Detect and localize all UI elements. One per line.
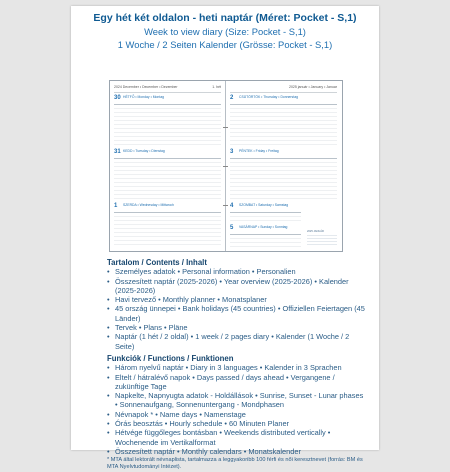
day-label: VASÁRNAP • Sunday • Sonntag: [239, 225, 288, 229]
list-item: • Órás beosztás • Hourly schedule • 60 Minuten Planer: [107, 419, 365, 428]
day-label: PÉNTEK • Friday • Freitag: [239, 149, 279, 153]
product-sheet: [71, 6, 379, 471]
day-label: HÉTFŐ • Monday • Montag: [123, 95, 165, 99]
right-page-header: [230, 85, 337, 93]
list-item: • 45 ország ünnepei • Bank holidays (45 countries) • Offiziellen Feiertagen (45 Länder): [107, 304, 365, 323]
list-item: • Összesített naptár (2025-2026) • Year overview (2025-2026) • Kalender (2025-2026): [107, 277, 365, 296]
day-sunday: [230, 225, 301, 247]
day-label: SZERDA • Wednesday • Mittwoch: [123, 203, 174, 207]
day-wednesday: [114, 203, 221, 247]
day-number: 4: [230, 203, 234, 209]
mini-calendar-grid: [307, 233, 337, 245]
contents-heading: Tartalom / Contents / Inhalt: [107, 258, 207, 267]
writing-lines: [114, 105, 221, 147]
page-title: Egy hét két oldalon - heti naptár (Méret: Pocket - S,1): [93, 12, 357, 24]
functions-list: [107, 363, 365, 456]
functions-heading: Funkciók / Functions / Funktionen: [107, 353, 234, 363]
day-number: 2: [230, 95, 234, 101]
left-page-week: 1. hét: [212, 85, 221, 89]
writing-lines: [230, 235, 301, 247]
list-item: • Napkelte, Napnyugta adatok - Holdállások • Sunrise, Sunset - Lunar phases • Sonnenaufgang, Sonnenuntergang - Mondphasen: [107, 391, 365, 410]
list-item: • Összesített naptár • Monthly calendars • Monatskalender: [107, 447, 365, 456]
day-friday: [230, 149, 337, 201]
subtitle-sizes: 1 Woche / 2 Seiten Kalender (Grösse: Pocket - S,1): [117, 39, 333, 50]
mini-calendar: [307, 230, 337, 245]
day-label: KEDD • Tuesday • Dienstag: [123, 149, 165, 153]
list-item: • Hétvége függőleges bontásban • Weekends distributed vertically • Wochenende im Vertikalformat: [107, 428, 365, 447]
right-page-month: 2025 január • January • Januar: [289, 85, 337, 89]
day-thursday: [230, 95, 337, 147]
day-tuesday: [114, 149, 221, 201]
day-number: 3: [230, 149, 234, 155]
list-item: • Naptár (1 hét / 2 oldal) • 1 week / 2 pages diary • Kalender (1 Woche / 2 Seite): [107, 332, 365, 351]
list-item: • Három nyelvű naptár • Diary in 3 languages • Kalender in 3 Sprachen: [107, 363, 365, 372]
writing-lines: [230, 105, 337, 147]
contents-list: [107, 267, 365, 351]
list-item: • Eltelt / hátralévő napok • Days passed / days ahead • Vergangene / zukünftige Tage: [107, 373, 365, 392]
diary-right-page: [226, 81, 341, 251]
description: [107, 258, 365, 472]
list-item: • Névnapok * • Name days • Namenstage: [107, 410, 365, 419]
diary-preview: [109, 80, 343, 252]
left-page-month: 2024 December • December • Dezember: [114, 85, 178, 89]
footnote: * MTA által lektorált névnaplista, tartalmazza a leggyakoribb 100 férfi és női keresztnevet (forrás: BM és MTA Nyelvtudományi Intézet).: [107, 457, 363, 471]
day-saturday: [230, 203, 301, 223]
day-label: CSÜTÖRTÖK • Thursday • Donnerstag: [239, 95, 298, 99]
list-item: • Tervek • Plans • Pläne: [107, 323, 365, 332]
left-page-header: [114, 85, 221, 93]
subtitle-english: Week to view diary (Size: Pocket - S,1): [144, 26, 306, 37]
writing-lines: [230, 213, 301, 223]
day-number: 31: [114, 149, 121, 155]
day-label: SZOMBAT • Saturday • Samstag: [239, 203, 289, 207]
writing-lines: [114, 213, 221, 247]
day-number: 5: [230, 225, 234, 231]
day-number: 30: [114, 95, 121, 101]
list-item: • Havi tervező • Monthly planner • Monatsplaner: [107, 295, 365, 304]
day-monday: [114, 95, 221, 147]
diary-left-page: [110, 81, 226, 251]
writing-lines: [114, 159, 221, 201]
list-item: • Személyes adatok • Personal information • Personalien: [107, 267, 365, 276]
writing-lines: [230, 159, 337, 201]
mini-calendar-title: 2025 JANUÁR: [307, 229, 324, 233]
day-number: 1: [114, 203, 118, 209]
